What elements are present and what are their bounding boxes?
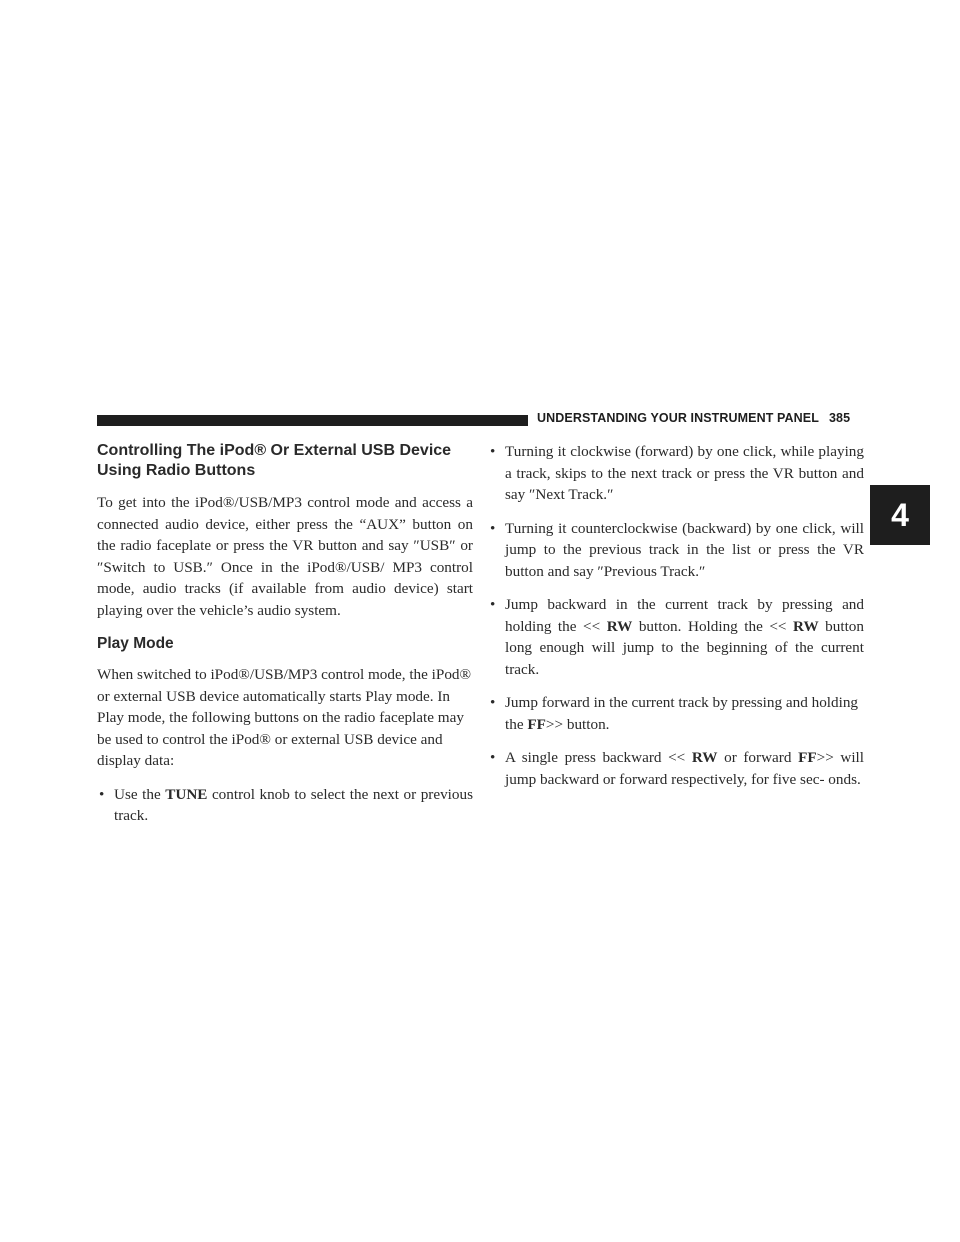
- running-header: [537, 411, 850, 425]
- running-title: UNDERSTANDING YOUR INSTRUMENT PANEL: [537, 411, 819, 425]
- bullet-dot: •: [490, 596, 496, 613]
- subsection-title: Play Mode: [97, 635, 174, 652]
- bullet-dot: •: [490, 749, 496, 766]
- bullet-dot: •: [490, 694, 496, 711]
- right-bullet-list: [488, 441, 864, 790]
- header-rule: [97, 415, 528, 426]
- left-column: [97, 441, 473, 839]
- list-item: • Jump forward in the current track by pressing and holding the FF>> button.: [490, 694, 859, 733]
- bullet-dot: •: [99, 785, 105, 803]
- left-bullet-list: [97, 784, 473, 827]
- intro-paragraph: To get into the iPod®/USB/MP3 control mode and access a connected audio device, either press the “AUX” button on the radio faceplate or press the VR button and say ″USB″ or ″Switch to USB.″ Once in the iPod®/USB/ MP3 control mode, audio tracks (if available from audio device) start playing over the vehicle’s audio system.: [97, 494, 473, 619]
- bullet-dot: •: [490, 519, 496, 537]
- page-number: 385: [828, 411, 851, 425]
- list-item: • Use the TUNE control knob to select the next or previous track.: [99, 785, 473, 824]
- play-mode-paragraph: When switched to iPod®/USB/MP3 control mode, the iPod® or external USB device automatically starts Play mode. In Play mode, the following buttons on the radio faceplate may be used to control the iPod® or external USB device and display data:: [97, 666, 472, 769]
- list-item: • Turning it counterclockwise (backward) by one click, will jump to the previous track in the list or press the VR button and say ″Previous Track.″: [490, 519, 864, 580]
- section-title: Controlling The iPod® Or External USB Device Using Radio Buttons: [97, 442, 452, 479]
- bullet-dot: •: [490, 443, 496, 460]
- chapter-tab: 4: [870, 485, 930, 545]
- right-column: [488, 441, 864, 802]
- list-item: • A single press backward << RW or forward FF>> will jump backward or forward respectively, for five sec- onds.: [490, 749, 864, 788]
- list-item: • Jump backward in the current track by pressing and holding the << RW button. Holding the << RW button long enough will jump to the beginning of the current track.: [490, 596, 864, 678]
- list-item: • Turning it clockwise (forward) by one click, while playing a track, skips to the next track or press the VR button and say ″Next Track.″: [490, 443, 864, 503]
